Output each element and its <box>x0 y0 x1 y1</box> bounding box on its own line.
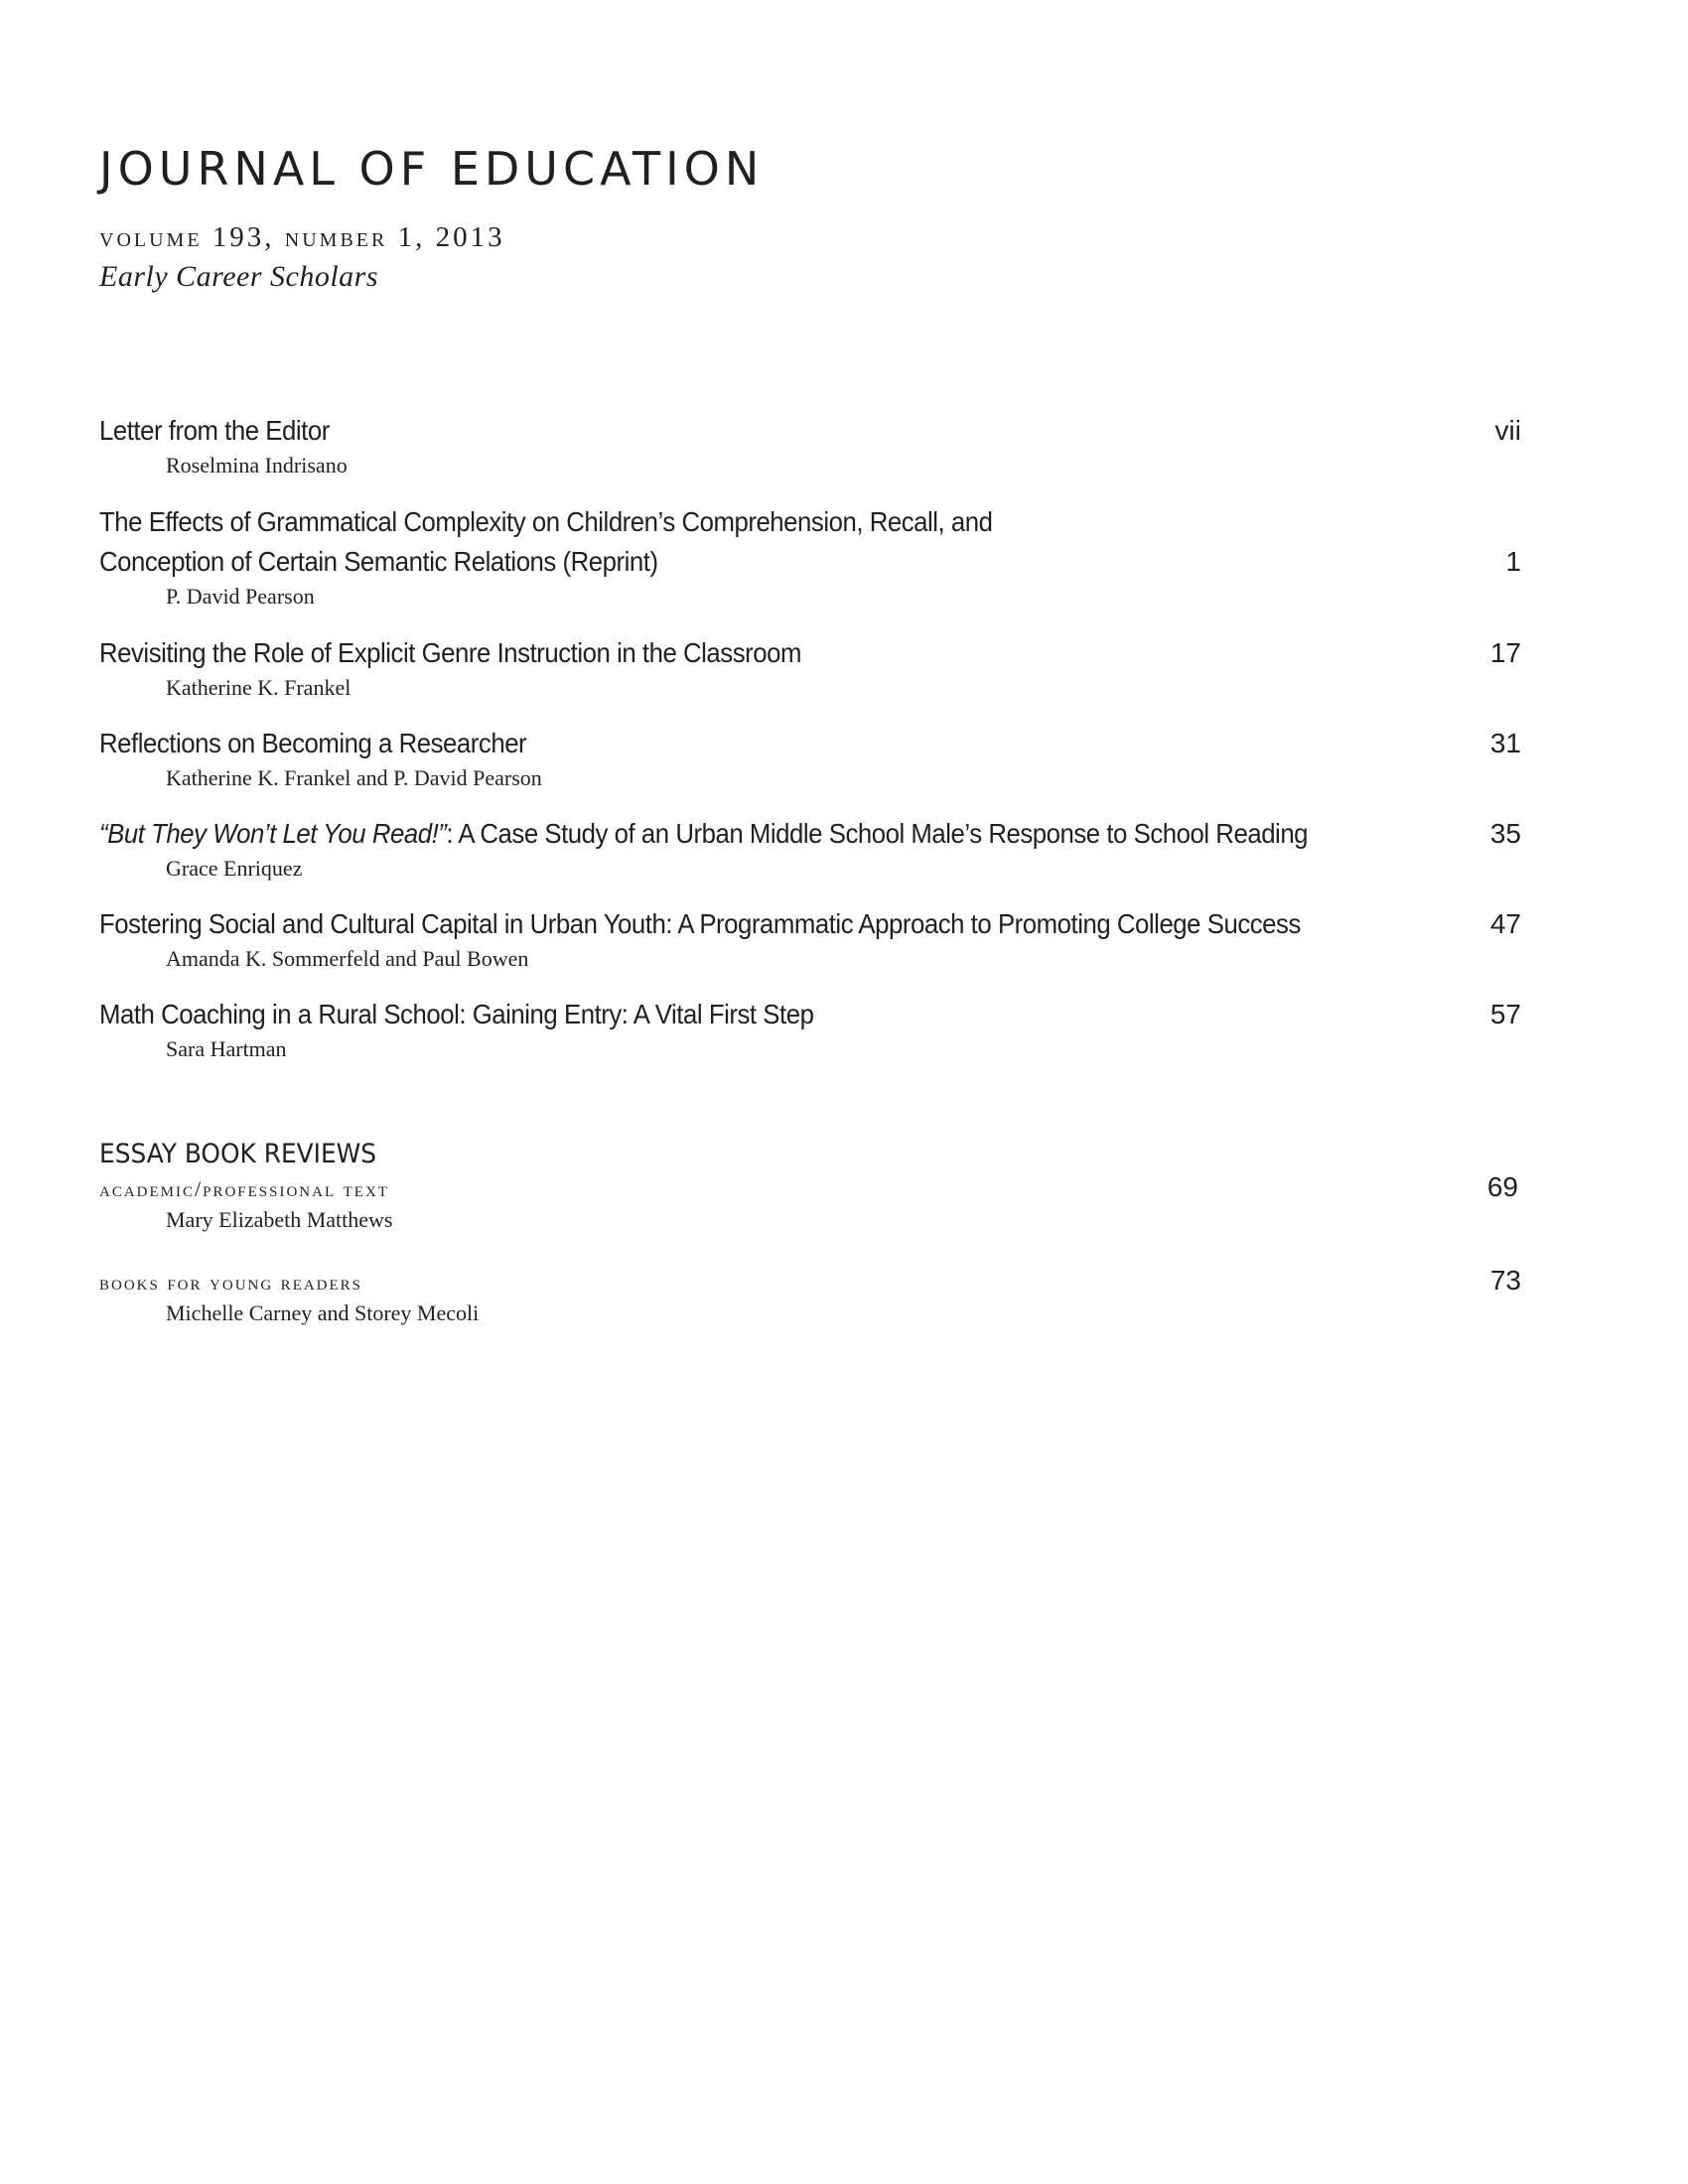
review-category[interactable]: books for young readers <box>99 1270 363 1295</box>
review-page-number: 69 <box>1486 1171 1518 1202</box>
review-author: Michelle Carney and Storey Mecoli <box>166 1300 480 1325</box>
entry-author: Katherine K. Frankel and P. David Pearson <box>166 765 542 790</box>
issue-theme: Early Career Scholars <box>99 260 379 293</box>
entry-page-number: 17 <box>1489 637 1521 668</box>
section-heading-essay-book-reviews: ESSAY BOOK REVIEWS <box>99 1139 377 1169</box>
entry-title[interactable] <box>99 814 1309 854</box>
toc-entry-becoming-a-researcher[interactable] <box>99 724 1521 793</box>
toc-entry-grammatical-complexity[interactable] <box>99 502 1521 612</box>
entry-author: Amanda K. Sommerfeld and Paul Bowen <box>166 946 529 971</box>
review-category[interactable]: academic/professional text <box>99 1176 389 1201</box>
entry-author: Sara Hartman <box>166 1036 287 1061</box>
entry-title-line-2[interactable]: Conception of Certain Semantic Relations (Reprint) <box>99 546 658 577</box>
review-author: Mary Elizabeth Matthews <box>166 1207 393 1232</box>
entry-title-italic: “But They Won’t Let You Read!” <box>99 818 447 849</box>
entry-author: Roselmina Indrisano <box>166 453 348 478</box>
review-page-number: 73 <box>1489 1265 1521 1296</box>
entry-page-number: 1 <box>1505 546 1521 577</box>
journal-title: JOURNAL OF EDUCATION <box>99 142 765 196</box>
toc-entry-but-they-wont-let-you-read[interactable] <box>99 814 1521 884</box>
review-entry-academic-professional[interactable] <box>99 1173 1521 1235</box>
entry-title[interactable]: Letter from the Editor <box>99 415 330 446</box>
entry-title[interactable]: Revisiting the Role of Explicit Genre Instruction in the Classroom <box>99 637 801 668</box>
toc-entry-letter-from-editor[interactable] <box>99 411 1521 480</box>
toc-entry-math-coaching[interactable] <box>99 995 1521 1064</box>
entry-title-rest: : A Case Study of an Urban Middle School Male’s Response to School Reading <box>446 818 1309 849</box>
entry-page-number: 35 <box>1489 818 1521 849</box>
entry-page-number: 47 <box>1489 908 1521 939</box>
entry-title[interactable]: Reflections on Becoming a Researcher <box>99 728 527 758</box>
entry-title-line-1[interactable]: The Effects of Grammatical Complexity on Children’s Comprehension, Recall, and <box>99 506 993 537</box>
entry-page-number: 31 <box>1489 728 1521 758</box>
entry-author: Katherine K. Frankel <box>166 675 352 700</box>
entry-page-number: 57 <box>1489 999 1521 1029</box>
volume-line: volume 193, number 1, 2013 <box>99 221 505 253</box>
entry-title[interactable]: Math Coaching in a Rural School: Gaining Entry: A Vital First Step <box>99 999 814 1029</box>
toc-entry-explicit-genre-instruction[interactable] <box>99 633 1521 703</box>
toc-entry-social-cultural-capital[interactable] <box>99 904 1521 974</box>
entry-page-number: vii <box>1494 415 1521 446</box>
entry-author: Grace Enriquez <box>166 856 303 881</box>
review-entry-books-young-readers[interactable] <box>99 1267 1521 1328</box>
entry-title[interactable]: Fostering Social and Cultural Capital in Urban Youth: A Programmatic Approach to Promoting College Success <box>99 908 1301 939</box>
entry-author: P. David Pearson <box>166 584 315 609</box>
